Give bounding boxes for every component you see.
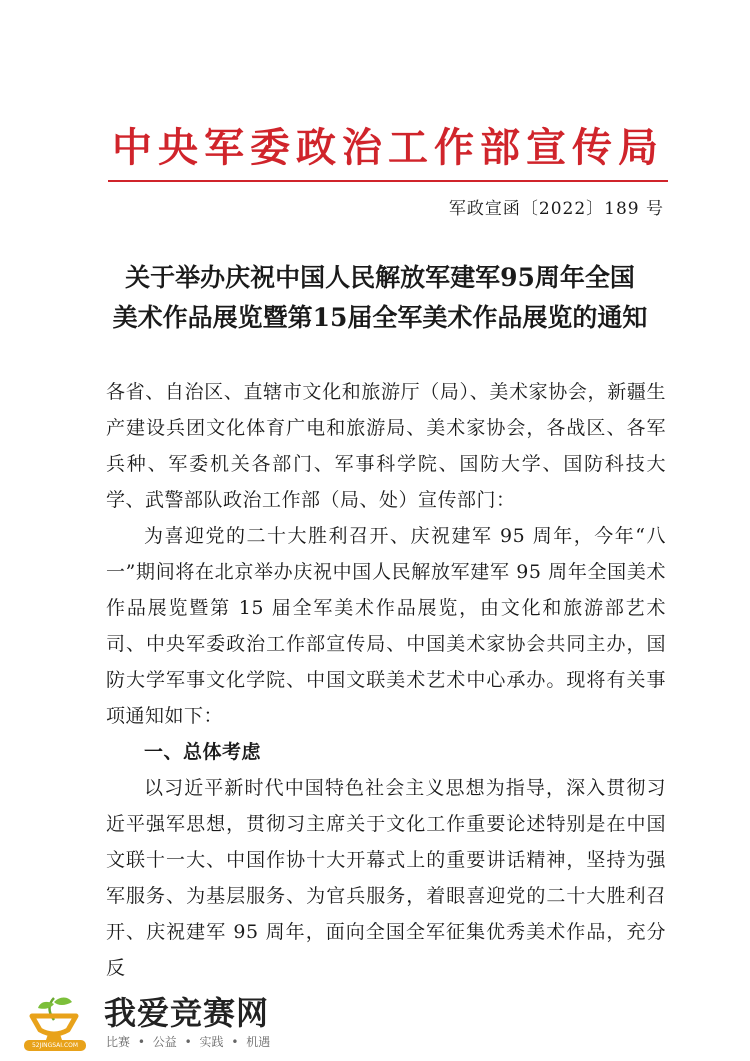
body-paragraph-1: 为喜迎党的二十大胜利召开、庆祝建军 95 周年，今年“八一”期间将在北京举办庆祝中国人民解放军建军 95 周年全国美术作品展览暨第 15 届全军美术作品展览，由文化和旅游部艺术司、中央军委政治工作部宣传局、中国美术家协会共同主办，国防大学军事文化学院、中国文联美术艺术中心承办。现将有关事项通知如下：: [106, 525, 666, 727]
tagline-word: 实践: [199, 1035, 224, 1049]
document-title: [90, 258, 670, 338]
tagline-word: 机遇: [246, 1035, 271, 1049]
tagline-dot: •: [137, 1035, 145, 1049]
document-number: 军政宣函〔2022〕189 号: [448, 199, 664, 219]
tagline-dot: •: [231, 1035, 239, 1049]
tagline-word: 公益: [152, 1035, 177, 1049]
addressees: 各省、自治区、直辖市文化和旅游厅（局）、美术家协会，新疆生产建设兵团文化体育广电和旅游局、美术家协会，各战区、各军兵种、军委机关各部门、军事科学院、国防大学、国防科技大学、武警部队政治工作部（局、处）宣传部门：: [106, 381, 666, 511]
section-heading-1: 一、总体考虑: [144, 741, 262, 763]
watermark-tagline: [106, 1034, 274, 1050]
body-paragraph-2: 以习近平新时代中国特色社会主义思想为指导，深入贯彻习近平强军思想，贯彻习主席关于文化工作重要论述特别是在中国文联十一大、中国作协十大开幕式上的重要讲话精神，坚持为强军服务、为基层服务、为官兵服务，着眼喜迎党的二十大胜利召开、庆祝建军 95 周年，面向全国全军征集优秀美术作品，充分反: [106, 777, 666, 979]
document-title-line-2: 美术作品展览暨第15届全军美术作品展览的通知: [112, 303, 648, 332]
watermark-logo: [18, 990, 318, 1054]
watermark-domain: 52JINGSAI.COM: [24, 1040, 86, 1051]
watermark-brand: 我爱竞赛网: [104, 994, 270, 1032]
document-title-line-1: 关于举办庆祝中国人民解放军建军95周年全国: [125, 263, 635, 292]
header-red-rule: [108, 180, 668, 182]
tagline-word: 比赛: [106, 1035, 131, 1049]
issuing-organization: 中央军委政治工作部宣传局: [112, 124, 664, 171]
document-body: [106, 374, 666, 986]
tagline-dot: •: [184, 1035, 192, 1049]
